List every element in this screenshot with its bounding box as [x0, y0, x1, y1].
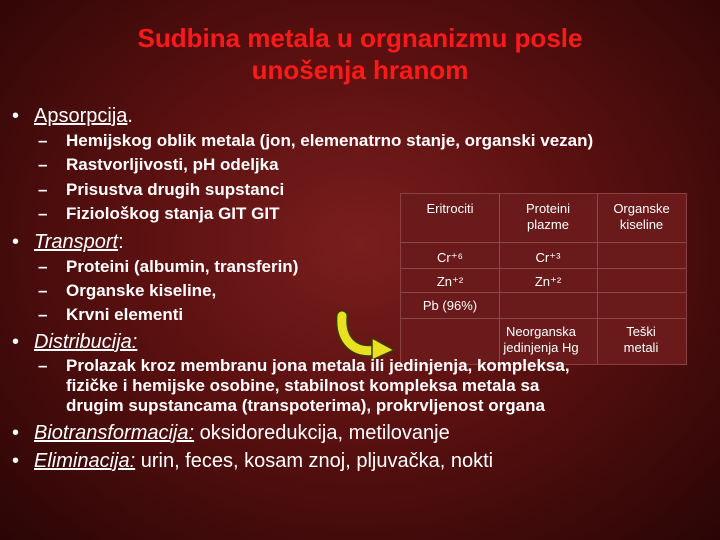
transport-item-3 [38, 304, 184, 325]
title-line-2: unošenja hranom [251, 55, 469, 85]
item-text-line: drugim supstancama (transpoterima), prokrvljenost organa [66, 396, 545, 415]
transport-colon: : [118, 231, 124, 253]
bullet-biotransformacija [12, 421, 450, 445]
item-text: Prisustva drugih supstanci [66, 180, 285, 199]
apsorpcija-period: . [127, 105, 133, 127]
bullet-dot: • [12, 422, 20, 444]
title-line-1: Sudbina metala u orgnanizmu posle [137, 23, 583, 53]
bullet-distribucija [12, 330, 138, 354]
bullet-apsorpcija [12, 104, 133, 128]
bullet-dot: • [12, 231, 20, 253]
transport-item-2 [38, 280, 217, 301]
apsorpcija-label: Apsorpcija [34, 105, 128, 127]
header-proteini-plazme [499, 201, 597, 233]
header-line: kiseline [619, 217, 664, 232]
header-organske-kiseline [597, 201, 686, 233]
dash: – [38, 305, 48, 324]
cell-neorganska-hg [481, 324, 601, 356]
slide-title [60, 22, 660, 86]
dash: – [38, 131, 48, 150]
transport-item-1 [38, 256, 299, 277]
cell-line: Neorganska [505, 324, 577, 339]
apsorpcija-item-1 [38, 130, 594, 151]
cell-zn-eritrociti: Zn⁺² [436, 274, 464, 289]
header-line: Proteini [525, 201, 571, 216]
cell-cr6: Cr⁺⁶ [437, 250, 463, 265]
transport-label: Transport [34, 231, 119, 253]
cell-line: metali [623, 340, 659, 355]
metal-binding-table [400, 193, 687, 365]
bullet-transport [12, 230, 124, 254]
item-text-line: fizičke i hemijske osobine, stabilnost kompleksa metala sa [66, 376, 540, 395]
cell-zn-proteini: Zn⁺² [534, 274, 562, 289]
cell-line: Teški [626, 324, 656, 339]
dash: – [38, 155, 48, 174]
apsorpcija-item-4 [38, 203, 280, 224]
curved-arrow-icon [336, 310, 396, 362]
biotransformacija-label: Biotransformacija: [34, 422, 195, 444]
distribucija-label: Distribucija: [34, 331, 138, 353]
dash: – [38, 356, 48, 375]
cell-line: jedinjenja Hg [503, 340, 579, 355]
header-line: Organske [613, 201, 670, 216]
bullet-eliminacija [12, 449, 494, 473]
bullet-dot: • [12, 105, 20, 127]
biotransformacija-text: oksidoredukcija, metilovanje [194, 422, 450, 444]
item-text: Organske kiseline, [66, 281, 217, 300]
dash: – [38, 257, 48, 276]
item-text: Krvni elementi [66, 305, 184, 324]
header-line: plazme [527, 217, 569, 232]
bullet-dot: • [12, 331, 20, 353]
distribucija-item-1 [38, 356, 570, 416]
item-text-line: Prolazak kroz membranu jona metala ili jedinjenja, kompleksa, [66, 356, 570, 375]
table-divider [401, 268, 686, 269]
apsorpcija-item-2 [38, 154, 279, 175]
eliminacija-label: Eliminacija: [34, 450, 136, 472]
item-text: Rastvorljivosti, pH odeljka [66, 155, 279, 174]
apsorpcija-item-3 [38, 179, 285, 200]
table-divider [401, 318, 686, 319]
dash: – [38, 180, 48, 199]
item-text: Fiziološkog stanja GIT GIT [66, 204, 280, 223]
cell-pb: Pb (96%) [422, 298, 478, 313]
bullet-dot: • [12, 450, 20, 472]
cell-cr3: Cr⁺³ [535, 250, 561, 265]
header-eritrociti: Eritrociti [426, 201, 474, 216]
table-divider [401, 292, 686, 293]
eliminacija-text: urin, feces, kosam znoj, pljuvačka, nokti [135, 450, 494, 472]
table-divider [401, 242, 686, 243]
dash: – [38, 281, 48, 300]
dash: – [38, 204, 48, 223]
item-text: Proteini (albumin, transferin) [66, 257, 299, 276]
cell-teski-metali [601, 324, 681, 356]
item-text: Hemijskog oblik metala (jon, elemenatrno stanje, organski vezan) [66, 131, 594, 150]
